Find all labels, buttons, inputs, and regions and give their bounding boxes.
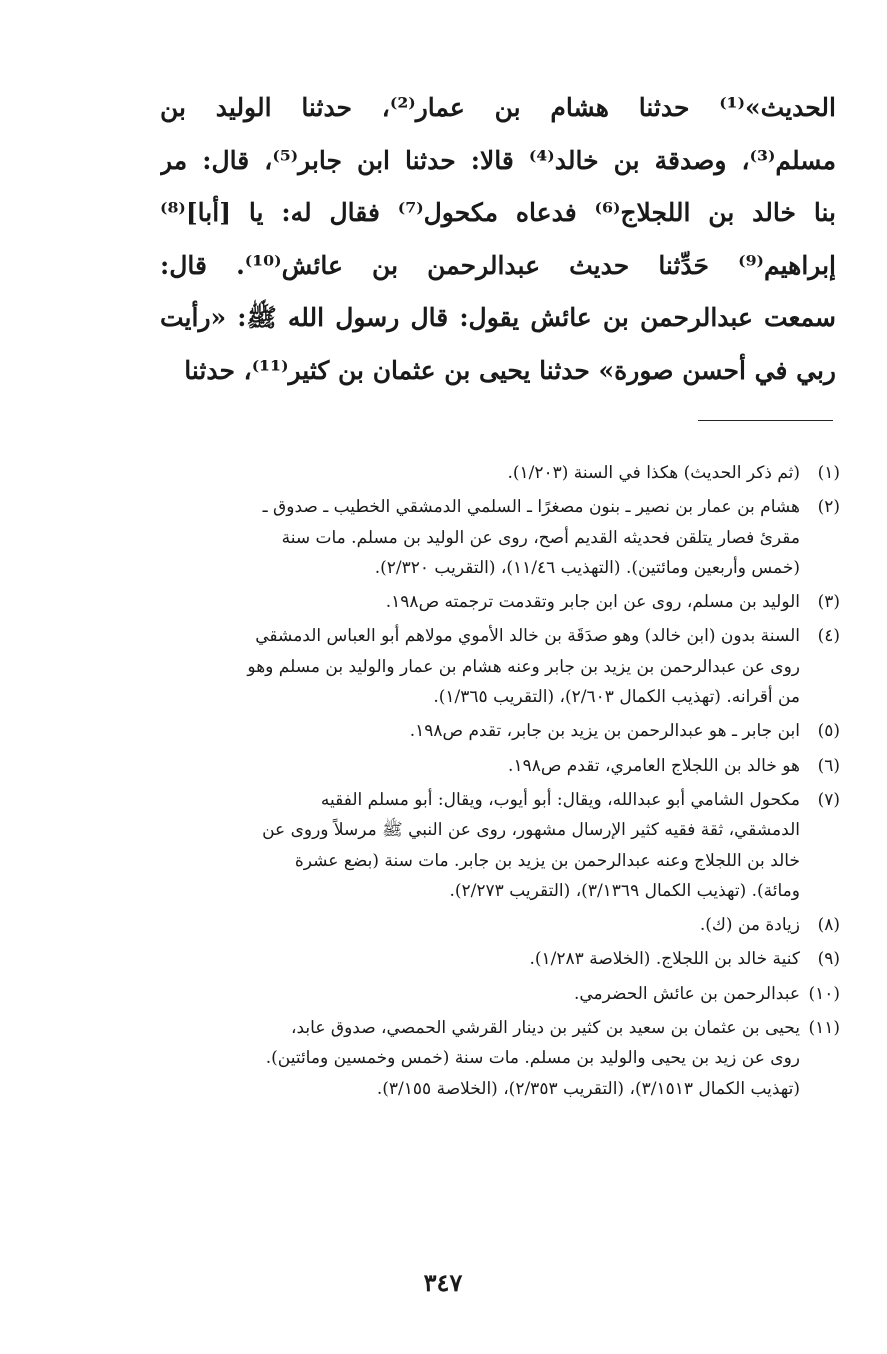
- footnote-2: [168, 492, 840, 583]
- footnote-line: (تهذيب الكمال ٣/١٥١٣)، (التقريب ٢/٣٥٣)، (الخلاصة ٣/١٥٥).: [376, 1078, 800, 1099]
- footnote-line: ابن جابر ـ هو عبدالرحمن بن يزيد بن جابر، تقدم ص١٩٨.: [409, 721, 800, 742]
- footnote-line: يحيى بن عثمان بن سعيد بن كثير بن دينار القرشي الحمصي، صدوق عابد،: [291, 1018, 800, 1039]
- footnote-line: عبدالرحمن بن عائش الحضرمي.: [573, 983, 800, 1004]
- footnote-10: [168, 979, 840, 1009]
- footnote-line: الوليد بن مسلم، روى عن ابن جابر وتقدمت ترجمته ص١٩٨.: [385, 592, 800, 613]
- footnote-text: [168, 1013, 800, 1104]
- footnote-number: (٩): [817, 949, 840, 970]
- footnote-text: [168, 910, 800, 940]
- main-text: [160, 82, 836, 397]
- footnote-line: روى عن عبدالرحمن بن يزيد بن جابر وعنه هشام بن عمار والوليد بن مسلم وهو: [247, 656, 800, 677]
- footnote-text: [168, 979, 800, 1009]
- footnote-line: روى عن زيد بن يحيى والوليد بن مسلم. مات سنة (خمس وخمسين ومائتين).: [265, 1048, 800, 1069]
- footnotes: [168, 458, 840, 1108]
- footnote-line: خالد بن اللجلاج وعنه عبدالرحمن بن يزيد بن جابر. مات سنة (بضع عشرة: [294, 850, 800, 871]
- footnote-text: [168, 944, 800, 974]
- footnote-number: (١٠): [808, 983, 840, 1004]
- main-text-line: ربي في أحسن صورة» حدثنا يحيى بن عثمان بن كثير⁽¹¹⁾، حدثنا: [184, 355, 836, 385]
- main-text-line: مسلم⁽³⁾، وصدقة بن خالد⁽⁴⁾ قالا: حدثنا ابن جابر⁽⁵⁾، قال: مر: [160, 145, 836, 175]
- footnote-9: [168, 944, 840, 974]
- footnote-line: مكحول الشامي أبو عبدالله، ويقال: أبو أيوب، ويقال: أبو مسلم الفقيه: [320, 789, 800, 810]
- footnote-number: (٢): [817, 497, 840, 518]
- footnote-text: [168, 785, 800, 906]
- footnote-number: (١): [817, 463, 840, 483]
- footnote-1: [168, 458, 840, 488]
- footnote-8: [168, 910, 840, 940]
- footnote-number: (٧): [817, 789, 840, 810]
- footnote-number: (٣): [817, 592, 840, 613]
- footnote-text: [168, 458, 800, 488]
- footnote-number: (١١): [808, 1018, 840, 1039]
- footnote-line: (ثم ذكر الحديث) هكذا في السنة (١/٢٠٣).: [507, 463, 800, 483]
- footnote-separator: [698, 420, 833, 421]
- footnote-number: (٥): [817, 721, 840, 742]
- footnote-5: [168, 716, 840, 746]
- footnote-line: هو خالد بن اللجلاج العامري، تقدم ص١٩٨.: [508, 755, 800, 776]
- footnote-text: [168, 587, 800, 617]
- footnote-text: [168, 492, 800, 583]
- main-text-line: الحديث»⁽¹⁾ حدثنا هشام بن عمار⁽²⁾، حدثنا الوليد بن: [160, 93, 836, 122]
- footnote-text: [168, 621, 800, 712]
- footnote-line: السنة بدون (ابن خالد) وهو صدَقَة بن خالد الأموي مولاهم أبو العباس الدمشقي: [255, 626, 800, 647]
- footnote-line: من أقرانه. (تهذيب الكمال ٢/٦٠٣)، (التقريب ١/٣٦٥).: [433, 687, 800, 708]
- footnote-text: [168, 716, 800, 746]
- main-text-line: إبراهيم⁽⁹⁾ حَدِّثنا حديث عبدالرحمن بن عائش⁽¹⁰⁾. قال:: [160, 250, 836, 280]
- footnote-line: كنية خالد بن اللجلاج. (الخلاصة ١/٢٨٣).: [529, 949, 800, 970]
- page-number: ٣٤٧: [423, 1268, 463, 1297]
- footnote-number: (٤): [817, 626, 840, 647]
- footnote-line: هشام بن عمار بن نصير ـ بنون مصغرًا ـ السلمي الدمشقي الخطيب ـ صدوق ـ: [262, 497, 800, 518]
- footnote-11: [168, 1013, 840, 1104]
- footnote-line: الدمشقي، ثقة فقيه كثير الإرسال مشهور، روى عن النبي ﷺ مرسلاً وروى عن: [262, 820, 800, 841]
- footnote-text: [168, 751, 800, 781]
- footnote-7: [168, 785, 840, 906]
- footnote-4: [168, 621, 840, 712]
- footnote-line: (خمس وأربعين ومائتين). (التهذيب ١١/٤٦)، (التقريب ٢/٣٢٠).: [374, 557, 800, 578]
- footnote-6: [168, 751, 840, 781]
- main-text-line: سمعت عبدالرحمن بن عائش يقول: قال رسول الله ﷺ: «رأيت: [160, 303, 836, 332]
- main-text-line: بنا خالد بن اللجلاج⁽⁶⁾ فدعاه مكحول⁽⁷⁾ فقال له: يا [أبا]⁽⁸⁾: [160, 198, 836, 227]
- footnote-line: ومائة). (تهذيب الكمال ٣/١٣٦٩)، (التقريب ٢/٢٧٣).: [449, 880, 800, 901]
- footnote-number: (٨): [817, 915, 840, 936]
- footnote-number: (٦): [817, 755, 840, 776]
- footnote-line: مقرئ فصار يتلقن فحديثه القديم أصح، روى عن الوليد بن مسلم. مات سنة: [281, 527, 800, 548]
- footnote-line: زيادة من (ك).: [699, 915, 800, 936]
- footnote-3: [168, 587, 840, 617]
